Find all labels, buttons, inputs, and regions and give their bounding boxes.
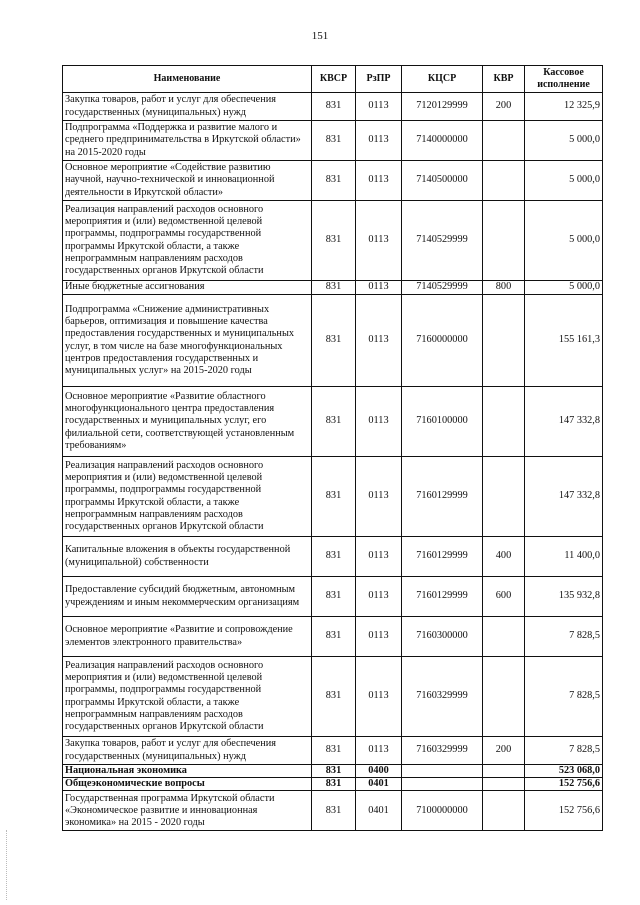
row-kvr: 800	[483, 281, 525, 295]
row-rzpr: 0113	[356, 201, 402, 281]
row-name: Национальная экономика	[63, 765, 312, 778]
row-kvr	[483, 778, 525, 791]
row-kvsr: 831	[312, 791, 356, 831]
row-kvsr: 831	[312, 387, 356, 457]
row-kcsr: 7140000000	[402, 121, 483, 161]
row-amount: 147 332,8	[525, 387, 603, 457]
table-row	[63, 778, 603, 791]
row-kcsr: 7160329999	[402, 657, 483, 737]
row-amount: 147 332,8	[525, 457, 603, 537]
row-name: Реализация направлений расходов основного мероприятия и (или) ведомственной целевой программы, подпрограммы государственной программы Иркутской области, а также непрограммным направлениям расходов государственных органов Иркутской области	[63, 201, 312, 281]
row-kvsr: 831	[312, 295, 356, 387]
row-kcsr: 7160000000	[402, 295, 483, 387]
header-kcsr: КЦСР	[402, 66, 483, 93]
row-name: Реализация направлений расходов основного мероприятия и (или) ведомственной целевой программы, подпрограммы государственной программы Иркутской области, а также непрограммным направлениям расходов государственных органов Иркутской области	[63, 457, 312, 537]
row-kvsr: 831	[312, 457, 356, 537]
row-rzpr: 0113	[356, 657, 402, 737]
row-name: Предоставление субсидий бюджетным, автономным учреждениям и иным некоммерческим организациям	[63, 577, 312, 617]
row-rzpr: 0113	[356, 617, 402, 657]
row-kvsr: 831	[312, 617, 356, 657]
row-kvr: 400	[483, 537, 525, 577]
row-kvsr: 831	[312, 93, 356, 121]
row-kcsr: 7140529999	[402, 281, 483, 295]
row-name: Подпрограмма «Снижение административных барьеров, оптимизация и повышение качества предоставления государственных и муниципальных услуг, в том числе на базе многофункциональных центров предоставления государственных и муниципальных услуг» на 2015-2020 годы	[63, 295, 312, 387]
row-rzpr: 0113	[356, 387, 402, 457]
row-name: Закупка товаров, работ и услуг для обеспечения государственных (муниципальных) нужд	[63, 93, 312, 121]
row-kvsr: 831	[312, 577, 356, 617]
row-name: Закупка товаров, работ и услуг для обеспечения государственных (муниципальных) нужд	[63, 737, 312, 765]
table-row	[63, 93, 603, 121]
table-row	[63, 765, 603, 778]
header-name: Наименование	[63, 66, 312, 93]
header-rzpr: РзПР	[356, 66, 402, 93]
row-rzpr: 0401	[356, 791, 402, 831]
header-kvr: КВР	[483, 66, 525, 93]
row-kvr	[483, 201, 525, 281]
row-kcsr: 7160100000	[402, 387, 483, 457]
row-kcsr: 7160300000	[402, 617, 483, 657]
row-kvr	[483, 295, 525, 387]
row-kcsr: 7160129999	[402, 537, 483, 577]
row-kcsr: 7100000000	[402, 791, 483, 831]
row-amount: 5 000,0	[525, 121, 603, 161]
row-rzpr: 0400	[356, 765, 402, 778]
row-kvr	[483, 387, 525, 457]
table-row	[63, 295, 603, 387]
row-amount: 152 756,6	[525, 791, 603, 831]
scan-margin-line	[6, 830, 8, 900]
header-amount: Кассовое исполнение	[525, 66, 603, 93]
row-kvr	[483, 657, 525, 737]
row-name: Основное мероприятие «Развитие областного многофункционального центра предоставления государственных и муниципальных услуг, его филиальной сети, соответствующей установленным требованиям»	[63, 387, 312, 457]
row-amount: 5 000,0	[525, 161, 603, 201]
table-row	[63, 387, 603, 457]
row-kcsr: 7140529999	[402, 201, 483, 281]
row-rzpr: 0113	[356, 737, 402, 765]
row-kvsr: 831	[312, 281, 356, 295]
table-row	[63, 201, 603, 281]
table-row	[63, 657, 603, 737]
row-kcsr: 7160129999	[402, 457, 483, 537]
row-kcsr	[402, 778, 483, 791]
row-kvr	[483, 617, 525, 657]
row-amount: 135 932,8	[525, 577, 603, 617]
row-kvsr: 831	[312, 121, 356, 161]
row-kcsr: 7140500000	[402, 161, 483, 201]
table-row	[63, 617, 603, 657]
row-rzpr: 0113	[356, 121, 402, 161]
row-name: Основное мероприятие «Содействие развитию научной, научно-технической и инновационной деятельности в Иркутской области»	[63, 161, 312, 201]
row-amount: 11 400,0	[525, 537, 603, 577]
row-kvr	[483, 121, 525, 161]
row-rzpr: 0401	[356, 778, 402, 791]
row-kvr	[483, 791, 525, 831]
row-rzpr: 0113	[356, 93, 402, 121]
row-rzpr: 0113	[356, 537, 402, 577]
row-name: Общеэкономические вопросы	[63, 778, 312, 791]
row-kvsr: 831	[312, 737, 356, 765]
row-amount: 155 161,3	[525, 295, 603, 387]
row-kvsr: 831	[312, 778, 356, 791]
row-name: Капитальные вложения в объекты государственной (муниципальной) собственности	[63, 537, 312, 577]
table-row	[63, 537, 603, 577]
row-kvsr: 831	[312, 537, 356, 577]
header-kvsr: КВСР	[312, 66, 356, 93]
row-rzpr: 0113	[356, 161, 402, 201]
row-name: Реализация направлений расходов основного мероприятия и (или) ведомственной целевой программы, подпрограммы государственной программы Иркутской области, а также непрограммным направлениям расходов государственных органов Иркутской области	[63, 657, 312, 737]
row-rzpr: 0113	[356, 577, 402, 617]
row-kvsr: 831	[312, 201, 356, 281]
row-amount: 12 325,9	[525, 93, 603, 121]
row-kvr: 200	[483, 93, 525, 121]
row-name: Основное мероприятие «Развитие и сопровождение элементов электронного правительства»	[63, 617, 312, 657]
row-name: Подпрограмма «Поддержка и развитие малого и среднего предпринимательства в Иркутской области» на 2015-2020 годы	[63, 121, 312, 161]
row-name: Государственная программа Иркутской области «Экономическое развитие и инновационная экономика» на 2015 - 2020 годы	[63, 791, 312, 831]
row-amount: 5 000,0	[525, 201, 603, 281]
table-row	[63, 737, 603, 765]
row-kcsr: 7120129999	[402, 93, 483, 121]
table-row	[63, 791, 603, 831]
table-row	[63, 161, 603, 201]
row-rzpr: 0113	[356, 457, 402, 537]
row-kvr: 600	[483, 577, 525, 617]
row-kvr	[483, 161, 525, 201]
budget-table	[62, 65, 603, 831]
row-kcsr	[402, 765, 483, 778]
row-amount: 5 000,0	[525, 281, 603, 295]
row-amount: 7 828,5	[525, 657, 603, 737]
row-kvsr: 831	[312, 657, 356, 737]
table-row	[63, 281, 603, 295]
row-amount: 523 068,0	[525, 765, 603, 778]
row-kvsr: 831	[312, 765, 356, 778]
table-row	[63, 577, 603, 617]
row-kcsr: 7160329999	[402, 737, 483, 765]
row-kvsr: 831	[312, 161, 356, 201]
row-kcsr: 7160129999	[402, 577, 483, 617]
row-rzpr: 0113	[356, 281, 402, 295]
table-row	[63, 457, 603, 537]
table-header-row	[63, 66, 603, 93]
page-number: 151	[311, 30, 329, 42]
row-name: Иные бюджетные ассигнования	[63, 281, 312, 295]
row-amount: 7 828,5	[525, 737, 603, 765]
row-rzpr: 0113	[356, 295, 402, 387]
row-kvr	[483, 765, 525, 778]
row-amount: 152 756,6	[525, 778, 603, 791]
table-row	[63, 121, 603, 161]
row-kvr	[483, 457, 525, 537]
row-kvr: 200	[483, 737, 525, 765]
row-amount: 7 828,5	[525, 617, 603, 657]
